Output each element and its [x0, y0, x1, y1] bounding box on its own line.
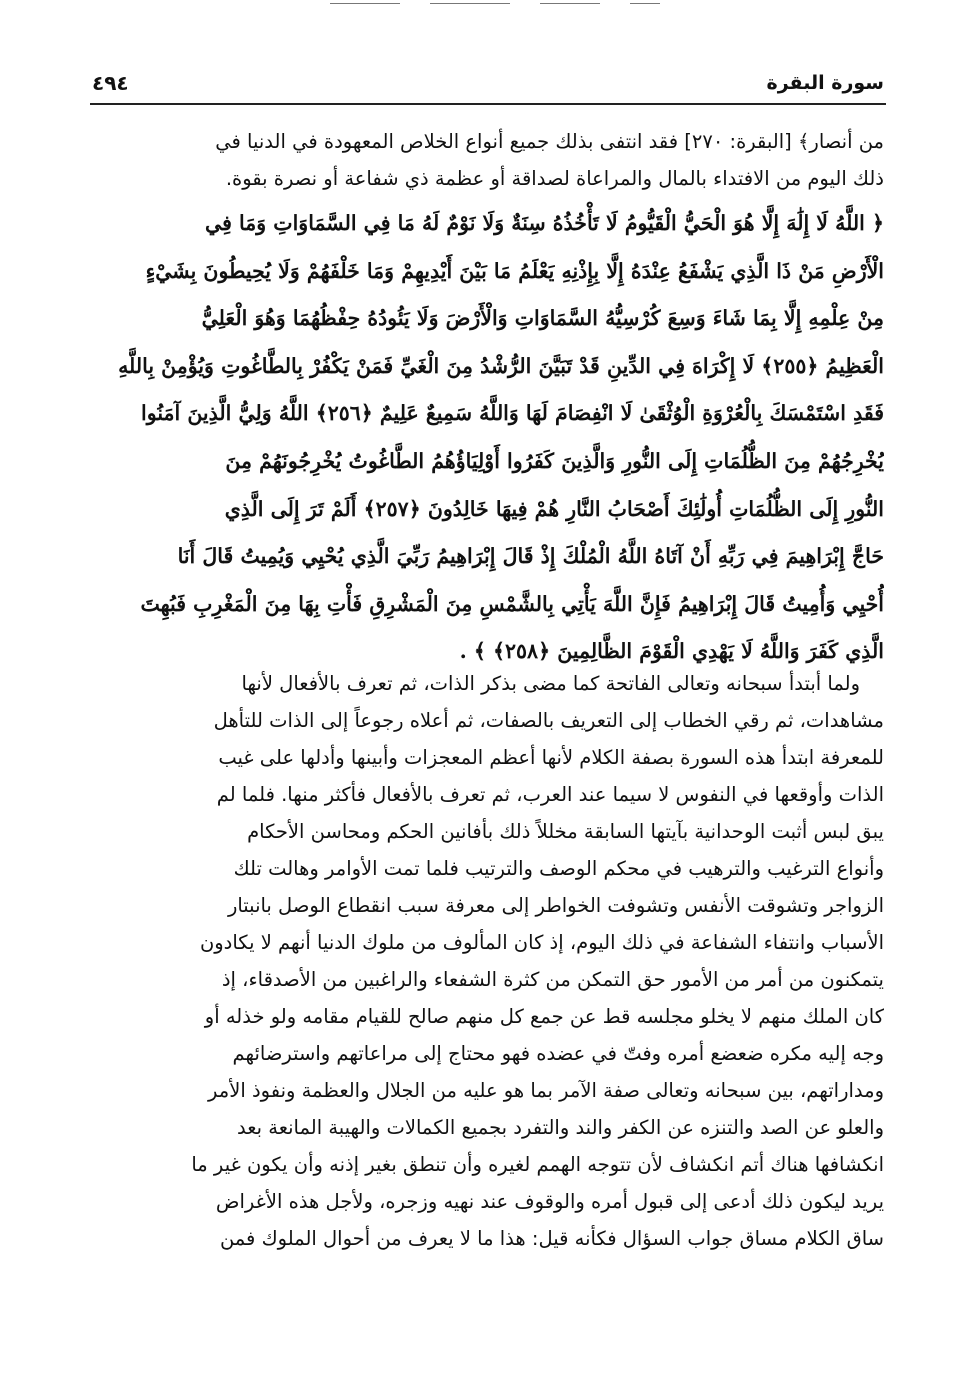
- verse-line: الَّذِي كَفَرَ وَاللَّهُ لَا يَهْدِي الْقَوْمَ الظَّالِمِينَ ﴿٢٥٨﴾ ﴾ .: [459, 639, 884, 664]
- body-line: كان الملك منهم لا يخلو مجلسه قط عن جمع كل منهم صالح للقيام مقامه ولو خذله أو: [204, 1005, 884, 1028]
- body-line: وجه إليه مكره ضعضع أمره وفتّ في عضده فهو محتاج إلى مراعاتهم واسترضائهم: [232, 1042, 884, 1065]
- verse-line: مِنْ عِلْمِهِ إِلَّا بِمَا شَاءَ وَسِعَ كُرْسِيُّهُ السَّمَاوَاتِ وَالْأَرْضَ وَلَا يَئُودُهُ حِفْظُهُمَا وَهُوَ الْعَلِيُّ: [201, 306, 884, 331]
- body-line: يريد ليكون ذلك أدعى إلى قبول أمره والوقوف عند نهيه وزجره، ولأجل هذه الأغراض: [215, 1190, 884, 1213]
- verse-line: النُّورِ إِلَى الظُّلُمَاتِ أُولَٰئِكَ أَصْحَابُ النَّارِ هُمْ فِيهَا خَالِدُونَ ﴿٢٥٧﴾ أَلَمْ تَرَ إِلَى الَّذِي: [224, 496, 884, 521]
- header-rule: [90, 103, 886, 105]
- body-line: والعلو عن الصد والتنزه عن الكفر والند والتفرد بجميع الكمالات والهيبة المانعة بعد: [237, 1116, 884, 1139]
- intro-paragraph: [92, 123, 884, 197]
- body-line: ساق الكلام مساق جواب السؤال فكأنه قيل: هذا ما لا يعرف من أحوال الملوك فمن: [219, 1227, 884, 1250]
- intro-line: من أنصار﴾ [البقرة: ٢٧٠] فقد انتفى بذلك جميع أنواع الخلاص المعهودة في الدنيا في: [215, 130, 884, 153]
- top-edge-marks: [330, 3, 670, 7]
- body-line: الزواجر وتشوقت الأنفس وتشوفت الخواطر إلى معرفة سبب انقطاع الوصل بانبتار: [227, 894, 884, 917]
- verse-line: أُحْيِي وَأُمِيتُ قَالَ إِبْرَاهِيمُ فَإِنَّ اللَّهَ يَأْتِي بِالشَّمْسِ مِنَ الْمَشْرِقِ فَأْتِ بِهَا مِنَ الْمَغْرِبِ فَبُهِتَ: [140, 591, 884, 616]
- page-header: [92, 70, 884, 96]
- verse-line: حَاجَّ إِبْرَاهِيمَ فِي رَبِّهِ أَنْ آتَاهُ اللَّهُ الْمُلْكَ إِذْ قَالَ إِبْرَاهِيمُ رَبِّيَ الَّذِي يُحْيِي وَيُمِيتُ قَالَ أَنَا: [177, 544, 884, 569]
- verse-line: فَقَدِ اسْتَمْسَكَ بِالْعُرْوَةِ الْوُثْقَىٰ لَا انْفِصَامَ لَهَا وَاللَّهُ سَمِيعٌ عَلِيمٌ ﴿٢٥٦﴾ اللَّهُ وَلِيُّ الَّذِينَ آمَنُوا: [141, 401, 884, 426]
- verse-line: الْعَظِيمُ ﴿٢٥٥﴾ لَا إِكْرَاهَ فِي الدِّينِ قَدْ تَبَيَّنَ الرُّشْدُ مِنَ الْغَيِّ فَمَنْ يَكْفُرْ بِالطَّاغُوتِ وَيُؤْمِنْ بِاللَّهِ: [118, 353, 884, 378]
- quran-verse-block: [92, 200, 884, 676]
- body-line: يبق لبس أثبت الوحدانية بآيتها السابقة مخللاً ذلك بأفانين الحكم ومحاسن الأحكام: [247, 820, 884, 843]
- intro-line: ذلك اليوم من الافتداء بالمال والمراعاة لصداقة أو عظمة ذي شفاعة أو نصرة بقوة.: [225, 167, 884, 190]
- body-line: مشاهدات، ثم رقي الخطاب إلى التعريف بالصفات، ثم أعلاه رجوعاً إلى الذات للتأهل: [213, 709, 884, 732]
- sura-name: سورة البقرة: [766, 72, 884, 94]
- body-line: ولما أبتدأ سبحانه وتعالى الفاتحة كما مضى بذكر الذات، ثم تعرف بالأفعال لأنها: [241, 672, 860, 695]
- page-number: ٤٩٤: [92, 71, 129, 95]
- body-line: انكشافها هناك أتم انكشاف لأن تتوجه الهمم لغيره وأن تنطق بغير إذنه وأن يكون غير ما: [191, 1153, 884, 1176]
- body-line: الذات وأوقعها في النفوس لا سيما عند العرب، ثم تعرف بالأفعال فأكثر منها. فلما لم: [216, 783, 884, 806]
- body-line: الأسباب وانتفاء الشفاعة في ذلك اليوم، إذ كان المألوف من ملوك الدنيا أنهم لا يكادون: [199, 931, 884, 954]
- verse-line: ﴿ اللَّهُ لَا إِلَٰهَ إِلَّا هُوَ الْحَيُّ الْقَيُّومُ لَا تَأْخُذُهُ سِنَةٌ وَلَا نَوْمٌ لَهُ مَا فِي السَّمَاوَاتِ وَمَا فِي: [205, 211, 884, 235]
- verse-line: يُخْرِجُهُمْ مِنَ الظُّلُمَاتِ إِلَى النُّورِ وَالَّذِينَ كَفَرُوا أَوْلِيَاؤُهُمُ الطَّاغُوتُ يُخْرِجُونَهُمْ مِنَ: [225, 448, 884, 473]
- body-line: وأنواع الترغيب والترهيب في محكم الوصف والترتيب فلما تمت الأوامر وهالت تلك: [233, 857, 884, 880]
- body-line: يتمكنون من أمر من الأمور حق التمكن من كثرة الشفعاء والراغبين من الأصدقاء، إذ: [221, 968, 884, 991]
- commentary-paragraph: [92, 665, 884, 1257]
- body-line: ومداراتهم، بين سبحانه وتعالى صفة الآمر بما هو عليه من الجلال والعظمة ونفوذ الأمر: [208, 1079, 884, 1102]
- verse-line: الْأَرْضِ مَنْ ذَا الَّذِي يَشْفَعُ عِنْدَهُ إِلَّا بِإِذْنِهِ يَعْلَمُ مَا بَيْنَ أَيْدِيهِمْ وَمَا خَلْفَهُمْ وَلَا يُحِيطُونَ بِشَيْءٍ: [145, 258, 884, 283]
- body-line: للمعرفة ابتدأ هذه السورة بصفة الكلام لأنها أعظم المعجزات وأبينها وأدلها على غيب: [218, 746, 884, 769]
